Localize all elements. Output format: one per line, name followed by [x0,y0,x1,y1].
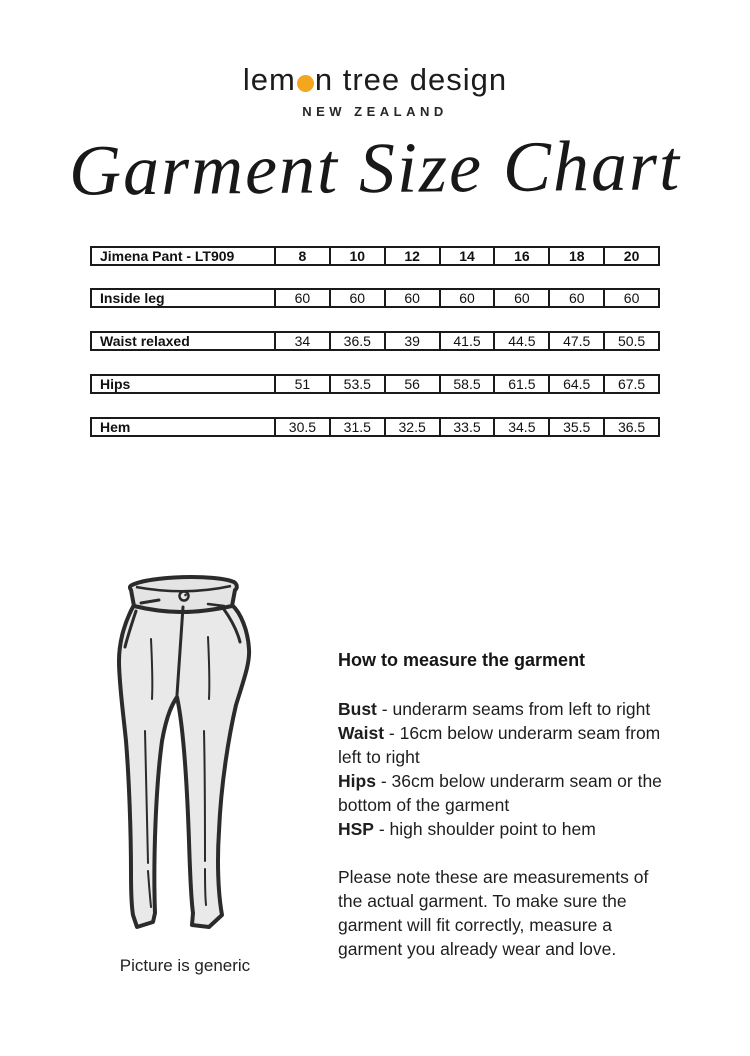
measurement-cell: 47.5 [548,333,603,349]
brand-name-prefix: lem [242,62,296,97]
measurement-cell: 32.5 [384,419,439,435]
table-row-hips [90,374,660,394]
measure-guide-list [338,697,670,841]
measurement-cell: 41.5 [439,333,494,349]
measurement-cell: 33.5 [439,419,494,435]
measurement-cell: 67.5 [603,376,658,392]
measure-guide-heading: How to measure the garment [338,650,586,670]
measurement-cell: 60 [493,290,548,306]
measurement-cell: 36.5 [603,419,658,435]
brand-header [0,62,750,119]
measurement-cell: 60 [603,290,658,306]
measurement-cell: 60 [384,290,439,306]
page-title: Garment Size Chart [68,125,682,211]
size-chart-header-row [90,246,660,266]
pants-illustration [95,563,335,955]
brand-name-suffix: n tree design [314,62,508,97]
size-chart-table [90,246,660,437]
measurement-cell: 56 [384,376,439,392]
table-row-waist-relaxed [90,331,660,351]
measurement-cell: 58.5 [439,376,494,392]
measurement-cell: 30.5 [274,419,329,435]
measurement-cell: 60 [274,290,329,306]
measurement-cell: 53.5 [329,376,384,392]
row-label: Waist relaxed [100,333,190,349]
size-header-cell: 12 [384,248,439,264]
row-label: Inside leg [100,290,165,306]
illustration-caption: Picture is generic [119,956,251,975]
measurement-cell: 35.5 [548,419,603,435]
pants-icon [95,563,335,955]
measure-item-hsp: HSP - high shoulder point to hem [338,819,596,839]
measure-item-hips: Hips - 36cm below underarm seam or the bottom of the garment [338,771,662,815]
measurement-cell: 60 [548,290,603,306]
measure-note: Please note these are measurements of the actual garment. To make sure the garment will fit correctly, measure a garment you already wear and love. [338,867,649,959]
size-header-cell: 16 [493,248,548,264]
measurement-cell: 36.5 [329,333,384,349]
measurement-cell: 61.5 [493,376,548,392]
measurement-cell: 50.5 [603,333,658,349]
measure-item-waist: Waist - 16cm below underarm seam from left to right [338,723,661,767]
measurement-cell: 39 [384,333,439,349]
size-header-cell: 10 [329,248,384,264]
table-row-inside-leg [90,288,660,308]
lemon-icon [297,75,314,92]
measurement-cell: 31.5 [329,419,384,435]
measure-item-bust: Bust - underarm seams from left to right [338,699,651,719]
size-header-cell: 20 [603,248,658,264]
row-label: Hips [100,376,131,392]
size-header-cell: 14 [439,248,494,264]
brand-name [243,62,507,98]
measurement-cell: 64.5 [548,376,603,392]
row-label: Hem [100,419,131,435]
size-header-cell: 18 [548,248,603,264]
measurement-cell: 34 [274,333,329,349]
measurement-cell: 60 [439,290,494,306]
measure-guide [338,650,670,961]
measurement-cell: 51 [274,376,329,392]
product-name-cell: Jimena Pant - LT909 [100,248,235,264]
table-row-hem [90,417,660,437]
brand-country: NEW ZEALAND [302,104,448,119]
size-header-cell: 8 [274,248,329,264]
measurement-cell: 44.5 [493,333,548,349]
measurement-cell: 34.5 [493,419,548,435]
measurement-cell: 60 [329,290,384,306]
